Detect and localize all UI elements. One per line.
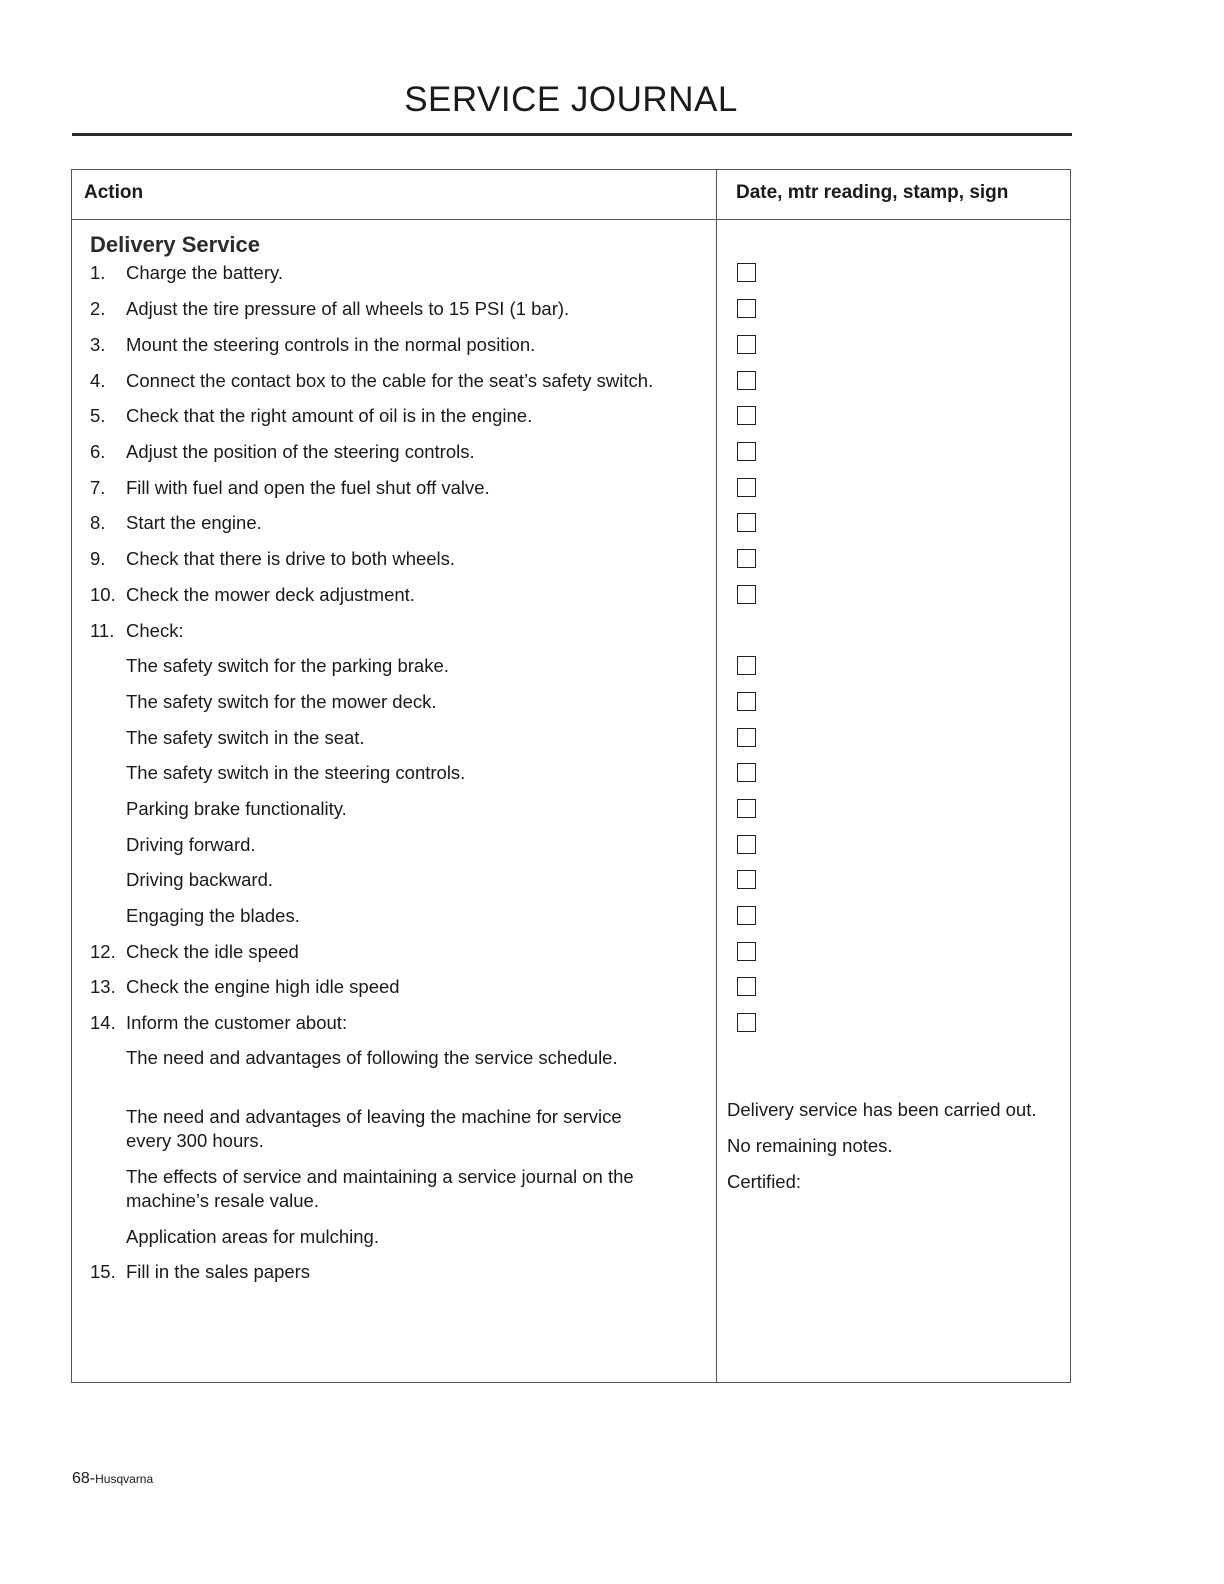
item-checkbox[interactable] bbox=[737, 835, 756, 854]
item-text: The safety switch in the steering controls. bbox=[126, 762, 466, 783]
item-text: Fill in the sales papers bbox=[126, 1261, 311, 1282]
item-number: 11. bbox=[90, 620, 115, 641]
item-number: 14. bbox=[90, 1012, 116, 1033]
item-checkbox[interactable] bbox=[737, 406, 756, 425]
item-checkbox[interactable] bbox=[737, 299, 756, 318]
page-title: SERVICE JOURNAL bbox=[404, 80, 738, 119]
item-checkbox[interactable] bbox=[737, 763, 756, 782]
item-number: 10. bbox=[90, 584, 116, 605]
item-text: Fill with fuel and open the fuel shut off valve. bbox=[126, 477, 490, 498]
item-text: Application areas for mulching. bbox=[126, 1226, 379, 1247]
item-text: Engaging the blades. bbox=[126, 905, 300, 926]
item-number: 6. bbox=[90, 441, 106, 462]
title-rule bbox=[72, 133, 1072, 136]
item-checkbox[interactable] bbox=[737, 906, 756, 925]
item-number: 8. bbox=[90, 512, 106, 533]
item-checkbox[interactable] bbox=[737, 656, 756, 675]
header-rule bbox=[72, 219, 1070, 220]
item-checkbox[interactable] bbox=[737, 692, 756, 711]
item-number: 12. bbox=[90, 941, 116, 962]
item-checkbox[interactable] bbox=[737, 263, 756, 282]
item-checkbox[interactable] bbox=[737, 513, 756, 532]
item-checkbox[interactable] bbox=[737, 870, 756, 889]
item-text: The safety switch for the parking brake. bbox=[126, 655, 449, 676]
footer-brand: Husqvarna bbox=[95, 1472, 154, 1486]
item-text: Check the mower deck adjustment. bbox=[126, 584, 415, 605]
item-checkbox[interactable] bbox=[737, 728, 756, 747]
item-checkbox[interactable] bbox=[737, 942, 756, 961]
item-text: Connect the contact box to the cable for the seat’s safety switch. bbox=[126, 370, 654, 391]
item-text: Check the idle speed bbox=[126, 941, 299, 962]
item-checkbox[interactable] bbox=[737, 549, 756, 568]
item-checkbox[interactable] bbox=[737, 478, 756, 497]
item-text: Check that the right amount of oil is in the engine. bbox=[126, 405, 533, 426]
item-text: Check the engine high idle speed bbox=[126, 976, 400, 997]
item-number: 4. bbox=[90, 370, 106, 391]
item-text: The safety switch for the mower deck. bbox=[126, 691, 437, 712]
item-number: 3. bbox=[90, 334, 106, 355]
item-text: Parking brake functionality. bbox=[126, 798, 347, 819]
item-text: Inform the customer about: bbox=[126, 1012, 348, 1033]
page-footer bbox=[72, 1470, 153, 1488]
item-text: The safety switch in the seat. bbox=[126, 727, 365, 748]
item-checkbox[interactable] bbox=[737, 585, 756, 604]
note-certified: Certified: bbox=[727, 1171, 802, 1192]
item-text: Charge the battery. bbox=[126, 262, 283, 283]
service-journal-table bbox=[71, 169, 1071, 1383]
item-number: 5. bbox=[90, 405, 106, 426]
item-checkbox[interactable] bbox=[737, 442, 756, 461]
item-checkbox[interactable] bbox=[737, 371, 756, 390]
item-number: 1. bbox=[90, 262, 106, 283]
item-text: Adjust the position of the steering controls. bbox=[126, 441, 475, 462]
item-text: Driving forward. bbox=[126, 834, 256, 855]
item-number: 15. bbox=[90, 1261, 116, 1282]
item-text: Mount the steering controls in the normal position. bbox=[126, 334, 536, 355]
page-number: 68- bbox=[72, 1470, 96, 1487]
item-number: 13. bbox=[90, 976, 116, 997]
item-number: 9. bbox=[90, 548, 106, 569]
item-checkbox[interactable] bbox=[737, 977, 756, 996]
item-checkbox[interactable] bbox=[737, 799, 756, 818]
item-checkbox[interactable] bbox=[737, 335, 756, 354]
header-action: Action bbox=[84, 182, 144, 203]
note-delivery-done: Delivery service has been carried out. bbox=[727, 1099, 1037, 1120]
header-date-reading-stamp-sign: Date, mtr reading, stamp, sign bbox=[736, 182, 1009, 203]
section-title: Delivery Service bbox=[90, 232, 261, 257]
item-text: The effects of service and maintaining a service journal on the machine’s resale value. bbox=[126, 1166, 634, 1211]
item-text: The need and advantages of leaving the machine for service every 300 hours. bbox=[126, 1106, 622, 1151]
item-number: 2. bbox=[90, 298, 106, 319]
item-text: Check: bbox=[126, 620, 184, 641]
item-checkbox[interactable] bbox=[737, 1013, 756, 1032]
item-text: The need and advantages of following the service schedule. bbox=[126, 1047, 618, 1068]
column-divider bbox=[716, 170, 717, 1382]
item-text: Start the engine. bbox=[126, 512, 262, 533]
note-remaining: No remaining notes. bbox=[727, 1135, 893, 1156]
item-text: Check that there is drive to both wheels. bbox=[126, 548, 456, 569]
item-text: Driving backward. bbox=[126, 869, 274, 890]
item-text: Adjust the tire pressure of all wheels to 15 PSI (1 bar). bbox=[126, 298, 570, 319]
item-number: 7. bbox=[90, 477, 106, 498]
